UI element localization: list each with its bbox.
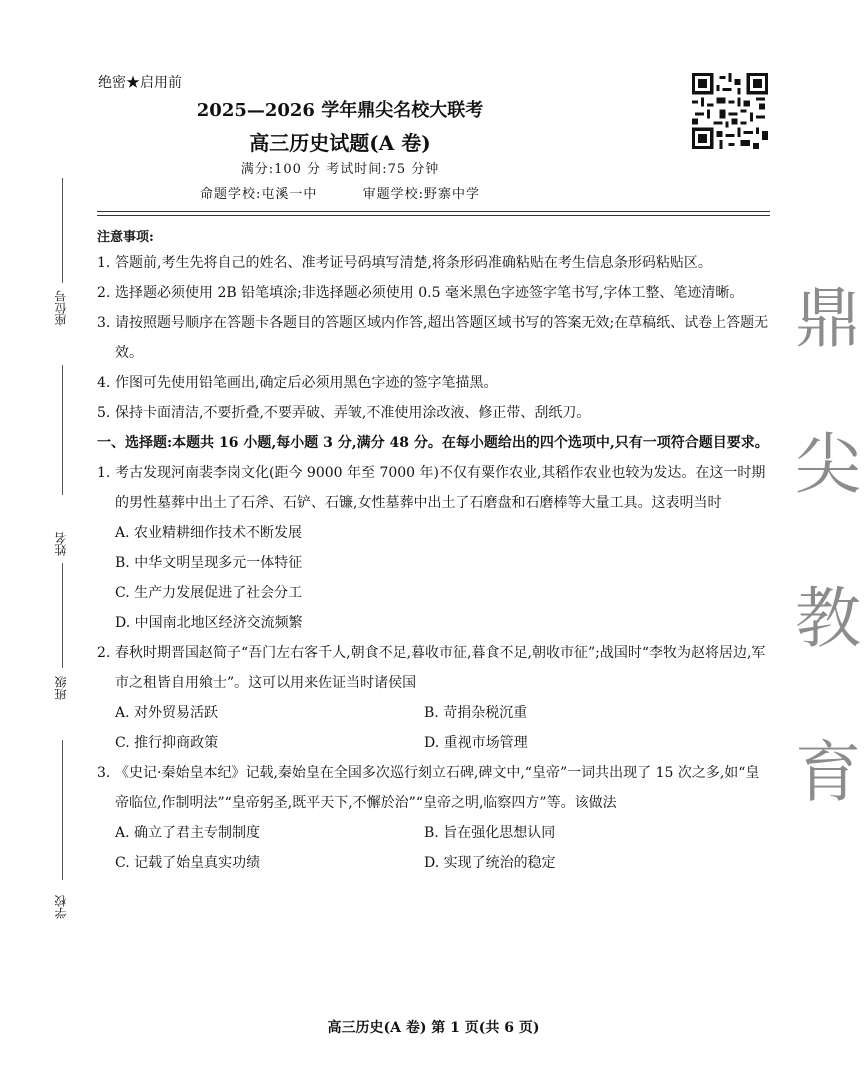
- name-label: 姓名: [54, 532, 68, 556]
- exam-body: [97, 228, 772, 878]
- notice-item: 4. 作图可先使用铅笔画出,确定后必须用黑色字迹的签字笔描黑。: [97, 375, 498, 391]
- option-row: [97, 698, 772, 728]
- option: A. 农业精耕细作技术不断发展: [115, 525, 303, 541]
- page-footer: 高三历史(A 卷) 第 1 页(共 6 页): [327, 1020, 540, 1036]
- question-3: 3. 《史记·秦始皇本纪》记载,秦始皇在全国多次巡行刻立石碑,碑文中,“皇帝”一词共出现了 15 次之多,如“皇帝临位,作制明法”“皇帝躬圣,既平天下,不懈於治”“皇帝之明,临察四方”等。该做法: [97, 765, 760, 811]
- school-make: 命题学校:屯溪一中: [200, 187, 318, 202]
- notice-item: 1. 答题前,考生先将自己的姓名、准考证号码填写清楚,将条形码准确粘贴在考生信息条形码粘贴区。: [97, 255, 712, 271]
- exam-title: 2025—2026 学年鼎尖名校大联考: [196, 100, 484, 121]
- confidential-mark: 绝密★启用前: [98, 75, 182, 91]
- option: A. 对外贸易活跃: [115, 705, 219, 721]
- option-row: [97, 848, 772, 878]
- notice-item: 5. 保持卡面清洁,不要折叠,不要弄破、弄皱,不准使用涂改液、修正带、刮纸刀。: [97, 405, 591, 421]
- header-divider-2: [97, 215, 770, 216]
- option-row: [97, 728, 772, 758]
- class-label: 班级: [54, 676, 68, 700]
- watermark-char: 教: [795, 580, 861, 657]
- schools: [0, 183, 680, 202]
- school-review: 审题学校:野寨中学: [362, 187, 480, 202]
- exam-subtitle: 高三历史试题(A 卷): [249, 131, 431, 155]
- question-2: 2. 春秋时期晋国赵简子“吾门左右客千人,朝食不足,暮收市征,暮食不足,朝收市征”;战国时“李牧为赵将居边,军市之租皆自用飨士”。这可以用来佐证当时诸侯国: [97, 645, 766, 691]
- score-time: 满分:100 分 考试时间:75 分钟: [240, 162, 440, 177]
- binding-line: [62, 740, 63, 880]
- option: C. 生产力发展促进了社会分工: [115, 585, 303, 601]
- binding-line: [62, 178, 63, 283]
- option: C. 推行抑商政策: [115, 735, 219, 751]
- notice-heading: 注意事项:: [97, 230, 154, 245]
- qr-code-icon: [692, 73, 768, 149]
- option: D. 重视市场管理: [424, 735, 528, 751]
- question-stem: 《史记·秦始皇本纪》记载,秦始皇在全国多次巡行刻立石碑,碑文中,“皇帝”一词共出现了 15 次之多,如“皇帝临位,作制明法”“皇帝躬圣,既平天下,不懈於治”“皇帝之明,临察四方”等。该做法: [115, 765, 760, 811]
- question-1: 1. 考古发现河南裴李岗文化(距今 9000 年至 7000 年)不仅有粟作农业,其稻作农业也较为发达。在这一时期的男性墓葬中出土了石斧、石铲、石镰,女性墓葬中出土了石磨盘和石磨棒等大量工具。这表明当时: [97, 465, 766, 511]
- option: B. 苛捐杂税沉重: [424, 705, 528, 721]
- watermark-char: 鼎: [795, 280, 861, 357]
- seat-number-label: 座位号: [54, 290, 68, 326]
- binding-line: [62, 563, 63, 668]
- watermark-char: 育: [795, 734, 861, 811]
- option: B. 中华文明呈现多元一体特征: [115, 555, 303, 571]
- option: C. 记载了始皇真实功绩: [115, 855, 261, 871]
- option: D. 实现了统治的稳定: [424, 855, 556, 871]
- question-stem: 考古发现河南裴李岗文化(距今 9000 年至 7000 年)不仅有粟作农业,其稻作农业也较为发达。在这一时期的男性墓葬中出土了石斧、石铲、石镰,女性墓葬中出土了石磨盘和石磨棒等大量工具。这表明当时: [115, 465, 766, 511]
- option: D. 中国南北地区经济交流频繁: [115, 615, 303, 631]
- notice-item: 2. 选择题必须使用 2B 铅笔填涂;非选择题必须使用 0.5 毫米黑色字迹签字笔书写,字体工整、笔迹清晰。: [97, 285, 744, 301]
- school-label: 学校: [54, 895, 68, 919]
- notice-item: 3. 请按照题号顺序在答题卡各题目的答题区域内作答,超出答题区域书写的答案无效;在草稿纸、试卷上答题无效。: [97, 315, 769, 361]
- watermark-char: 尖: [795, 426, 861, 503]
- question-stem: 春秋时期晋国赵简子“吾门左右客千人,朝食不足,暮收市征,暮食不足,朝收市征”;战国时“李牧为赵将居边,军市之租皆自用飨士”。这可以用来佐证当时诸侯国: [115, 645, 766, 691]
- option: A. 确立了君主专制制度: [115, 825, 261, 841]
- option-row: [97, 818, 772, 848]
- header-divider: [97, 211, 770, 212]
- option: B. 旨在强化思想认同: [424, 825, 556, 841]
- binding-line: [62, 365, 63, 495]
- section-heading: 一、 选择题:本题共 16 小题,每小题 3 分,满分 48 分。在每小题给出的四个选项中,只有一项符合题目要求。: [97, 435, 769, 451]
